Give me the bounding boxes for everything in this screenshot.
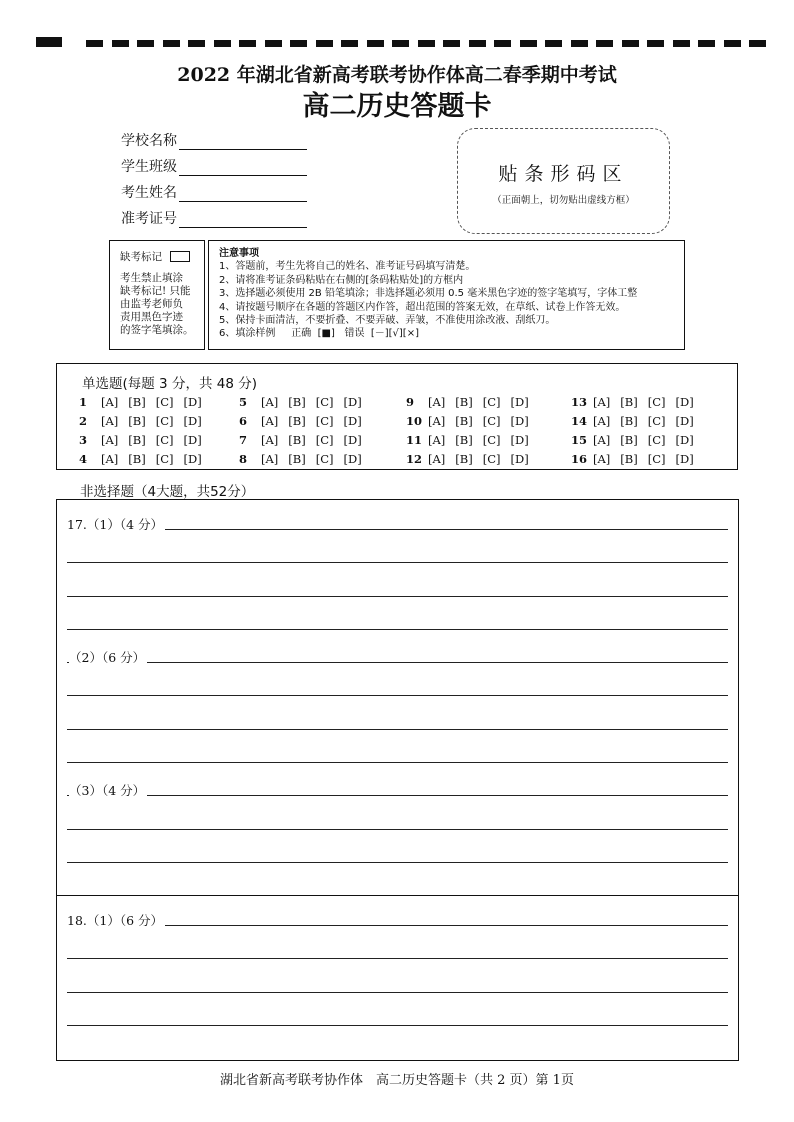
mc-question-number: 5: [239, 395, 248, 409]
mc-option-bubble[interactable]: [A]: [593, 414, 611, 428]
mc-option-bubble[interactable]: [B]: [455, 414, 473, 428]
mc-option-bubble[interactable]: [D]: [675, 414, 694, 428]
answer-line: [67, 958, 728, 959]
mc-question: [239, 414, 372, 428]
non-select-title: 非选择题（4大题，共52分）: [80, 484, 255, 500]
notes-box: [208, 240, 685, 350]
timing-mark: [647, 40, 664, 47]
mc-option-bubble[interactable]: [C]: [155, 433, 174, 447]
mc-option-bubble[interactable]: [D]: [343, 414, 362, 428]
mc-option-bubble[interactable]: [D]: [183, 452, 202, 466]
mc-question: [406, 452, 539, 466]
mc-option-bubble[interactable]: [D]: [343, 433, 362, 447]
timing-mark: [316, 40, 333, 47]
mc-question: [406, 414, 539, 428]
question-18-area[interactable]: [56, 895, 739, 1061]
mc-option-bubble[interactable]: [D]: [510, 433, 529, 447]
mc-question-number: 11: [406, 433, 423, 447]
multiple-choice-section: [56, 363, 738, 470]
mc-option-bubble[interactable]: [A]: [428, 414, 446, 428]
timing-mark: [749, 40, 766, 47]
note-item: 1、答题前，考生先将自己的姓名、准考证号码填写清楚。: [219, 261, 476, 273]
mc-question: [406, 395, 539, 409]
mc-option-bubble[interactable]: [C]: [315, 414, 334, 428]
mc-question-number: 3: [79, 433, 88, 447]
mc-option-bubble[interactable]: [C]: [647, 395, 666, 409]
answer-line: [67, 862, 728, 863]
answer-line: [67, 596, 728, 597]
timing-mark: [571, 40, 588, 47]
mc-option-bubble[interactable]: [B]: [288, 452, 306, 466]
mc-option-bubble[interactable]: [A]: [428, 452, 446, 466]
note-item: 4、请按题号顺序在各题的答题区内作答，超出范围的答案无效，在草纸、试卷上作答无效。: [219, 301, 626, 313]
mc-option-bubble[interactable]: [D]: [675, 433, 694, 447]
timing-mark: [214, 40, 231, 47]
mc-question-number: 13: [571, 395, 588, 409]
timing-mark: [392, 40, 409, 47]
mc-question-number: 10: [406, 414, 423, 428]
page-footer: 湖北省新高考联考协作体 高二历史答题卡（共 2 页）第 1页: [220, 1073, 574, 1088]
mc-question: [239, 452, 372, 466]
mc-question: [571, 433, 704, 447]
timing-mark: [265, 40, 282, 47]
absent-line: 的签字笔填涂。: [120, 324, 194, 336]
mc-option-bubble[interactable]: [A]: [261, 433, 279, 447]
mc-question-number: 1: [79, 395, 88, 409]
timing-mark: [341, 40, 358, 47]
mc-question-number: 7: [239, 433, 248, 447]
mc-option-bubble[interactable]: [A]: [101, 452, 119, 466]
mc-option-bubble[interactable]: [A]: [428, 395, 446, 409]
mc-question-number: 8: [239, 452, 248, 466]
answer-sheet-title: 高二历史答题卡: [302, 91, 492, 122]
mc-option-bubble[interactable]: [D]: [183, 433, 202, 447]
note-item: 3、选择题必须使用 2B 铅笔填涂；非选择题必须用 0.5 毫米黑色字迹的签字笔填写，字体工整: [219, 288, 638, 300]
answer-line: [67, 729, 728, 730]
timing-mark: [622, 40, 639, 47]
exam-title: 2022 年湖北省新高考联考协作体高二春季期中考试: [177, 64, 617, 86]
mc-question: [406, 433, 539, 447]
timing-mark: [673, 40, 690, 47]
mc-option-bubble[interactable]: [B]: [288, 395, 306, 409]
info-class[interactable]: 学生班级: [121, 154, 307, 176]
notes-list: [219, 260, 684, 327]
mc-option-bubble[interactable]: [C]: [647, 433, 666, 447]
timing-mark: [188, 40, 205, 47]
mc-option-bubble[interactable]: [B]: [455, 433, 473, 447]
mc-question: [79, 414, 212, 428]
answer-line: [67, 662, 728, 663]
mc-option-bubble[interactable]: [B]: [620, 433, 638, 447]
mc-question: [571, 452, 704, 466]
mc-option-bubble[interactable]: [D]: [510, 395, 529, 409]
timing-mark: [698, 40, 715, 47]
mc-question: [571, 414, 704, 428]
registration-marks: [36, 37, 760, 49]
mc-question: [239, 433, 372, 447]
mc-question-number: 4: [79, 452, 88, 466]
mc-option-bubble[interactable]: [C]: [482, 414, 501, 428]
mc-option-bubble[interactable]: [A]: [261, 452, 279, 466]
mc-option-bubble[interactable]: [A]: [261, 414, 279, 428]
timing-mark: [86, 40, 103, 47]
mc-option-bubble[interactable]: [B]: [288, 414, 306, 428]
absent-line: 考生禁止填涂: [120, 272, 183, 284]
timing-mark: [239, 40, 256, 47]
timing-mark: [545, 40, 562, 47]
mc-question-number: 9: [406, 395, 415, 409]
mc-question: [79, 452, 212, 466]
mc-option-bubble[interactable]: [D]: [183, 414, 202, 428]
mc-option-bubble[interactable]: [B]: [288, 433, 306, 447]
q18-part1-label: 18.（1）（6 分）: [67, 913, 164, 928]
mc-option-bubble[interactable]: [A]: [101, 414, 119, 428]
barcode-title: 贴条形码区: [498, 163, 629, 185]
mc-option-bubble[interactable]: [C]: [315, 433, 334, 447]
mc-option-bubble[interactable]: [A]: [428, 433, 446, 447]
answer-line: [67, 629, 728, 630]
mc-question-number: 15: [571, 433, 588, 447]
mc-option-bubble[interactable]: [C]: [647, 452, 666, 466]
mc-option-bubble[interactable]: [A]: [101, 395, 119, 409]
mc-option-bubble[interactable]: [C]: [482, 395, 501, 409]
mc-option-bubble[interactable]: [D]: [675, 395, 694, 409]
answer-line: [67, 562, 728, 563]
timing-mark: [290, 40, 307, 47]
note-item: 2、请将准考证条码粘贴在右侧的[条码粘贴处]的方框内: [219, 274, 464, 286]
registration-mark: [36, 37, 62, 47]
absent-line: 由监考老师负: [120, 298, 183, 310]
mc-question-number: 2: [79, 414, 88, 428]
mc-option-bubble[interactable]: [D]: [675, 452, 694, 466]
answer-line: [67, 992, 728, 993]
mc-question-number: 6: [239, 414, 248, 428]
mc-question: [571, 395, 704, 409]
mc-option-bubble[interactable]: [C]: [155, 452, 174, 466]
mc-option-bubble[interactable]: [B]: [128, 452, 146, 466]
mc-question-number: 12: [406, 452, 423, 466]
answer-line: [67, 695, 728, 696]
answer-line: [67, 925, 728, 926]
answer-line: [67, 795, 728, 796]
absent-description: [120, 272, 198, 337]
q17-part2-label: （2）（6 分）: [69, 650, 146, 665]
mc-option-bubble[interactable]: [B]: [620, 452, 638, 466]
timing-mark: [112, 40, 129, 47]
info-exam-number[interactable]: 准考证号: [121, 206, 307, 228]
mc-option-bubble[interactable]: [C]: [155, 395, 174, 409]
mc-option-bubble[interactable]: [B]: [620, 395, 638, 409]
mc-option-bubble[interactable]: [C]: [482, 452, 501, 466]
mc-option-bubble[interactable]: [D]: [510, 414, 529, 428]
mc-option-bubble[interactable]: [C]: [647, 414, 666, 428]
absent-line: 缺考标记! 只能: [120, 285, 191, 297]
q17-part3-label: （3）（4 分）: [69, 783, 146, 798]
barcode-area: [457, 128, 670, 234]
timing-mark: [137, 40, 154, 47]
absent-label: 缺考标记: [120, 251, 162, 263]
mc-option-bubble[interactable]: [B]: [455, 395, 473, 409]
info-name[interactable]: 考生姓名: [121, 180, 307, 202]
absent-mark-box: [109, 240, 205, 350]
mc-question-number: 16: [571, 452, 588, 466]
mc-option-bubble[interactable]: [B]: [128, 395, 146, 409]
mc-option-bubble[interactable]: [A]: [593, 395, 611, 409]
mc-option-bubble[interactable]: [A]: [593, 433, 611, 447]
barcode-note: （正面朝上，切勿贴出虚线方框）: [492, 195, 635, 206]
mc-option-bubble[interactable]: [A]: [593, 452, 611, 466]
mc-option-bubble[interactable]: [D]: [183, 395, 202, 409]
mc-option-bubble[interactable]: [B]: [455, 452, 473, 466]
mc-option-bubble[interactable]: [A]: [101, 433, 119, 447]
mc-question: [79, 433, 212, 447]
q17-part1-label: 17.（1）（4 分）: [67, 517, 164, 532]
timing-mark: [724, 40, 741, 47]
timing-mark: [494, 40, 511, 47]
answer-line: [67, 529, 728, 530]
mc-option-bubble[interactable]: [C]: [155, 414, 174, 428]
mc-option-bubble[interactable]: [D]: [343, 452, 362, 466]
answer-line: [67, 829, 728, 830]
timing-mark: [520, 40, 537, 47]
timing-mark: [163, 40, 180, 47]
timing-mark: [443, 40, 460, 47]
mc-option-bubble[interactable]: [B]: [620, 414, 638, 428]
mc-option-bubble[interactable]: [A]: [261, 395, 279, 409]
mc-question-number: 14: [571, 414, 588, 428]
absent-line: 责用黑色字迹: [120, 311, 183, 323]
question-17-area[interactable]: [56, 499, 739, 896]
mc-option-bubble[interactable]: [D]: [510, 452, 529, 466]
mc-option-bubble[interactable]: [C]: [315, 452, 334, 466]
mc-question: [239, 395, 372, 409]
mc-option-bubble[interactable]: [C]: [482, 433, 501, 447]
timing-mark: [596, 40, 613, 47]
mc-question: [79, 395, 212, 409]
note-item: 5、保持卡面清洁，不要折叠、不要弄破、弄皱，不准使用涂改液、刮纸刀。: [219, 315, 556, 327]
timing-mark: [418, 40, 435, 47]
info-school[interactable]: 学校名称: [121, 128, 307, 150]
answer-line: [67, 762, 728, 763]
absent-checkbox[interactable]: [170, 251, 190, 262]
mc-option-bubble[interactable]: [D]: [343, 395, 362, 409]
notes-title: 注意事项: [219, 248, 259, 259]
mc-option-bubble[interactable]: [B]: [128, 414, 146, 428]
mc-option-bubble[interactable]: [C]: [315, 395, 334, 409]
answer-line: [67, 1025, 728, 1026]
mc-option-bubble[interactable]: [B]: [128, 433, 146, 447]
mc-title: 单选题(每题 3 分，共 48 分): [82, 376, 257, 392]
timing-mark: [469, 40, 486, 47]
timing-mark: [367, 40, 384, 47]
fill-sample: 6、填涂样例 正确 [■] 错误 [－][√][×]: [219, 328, 419, 340]
